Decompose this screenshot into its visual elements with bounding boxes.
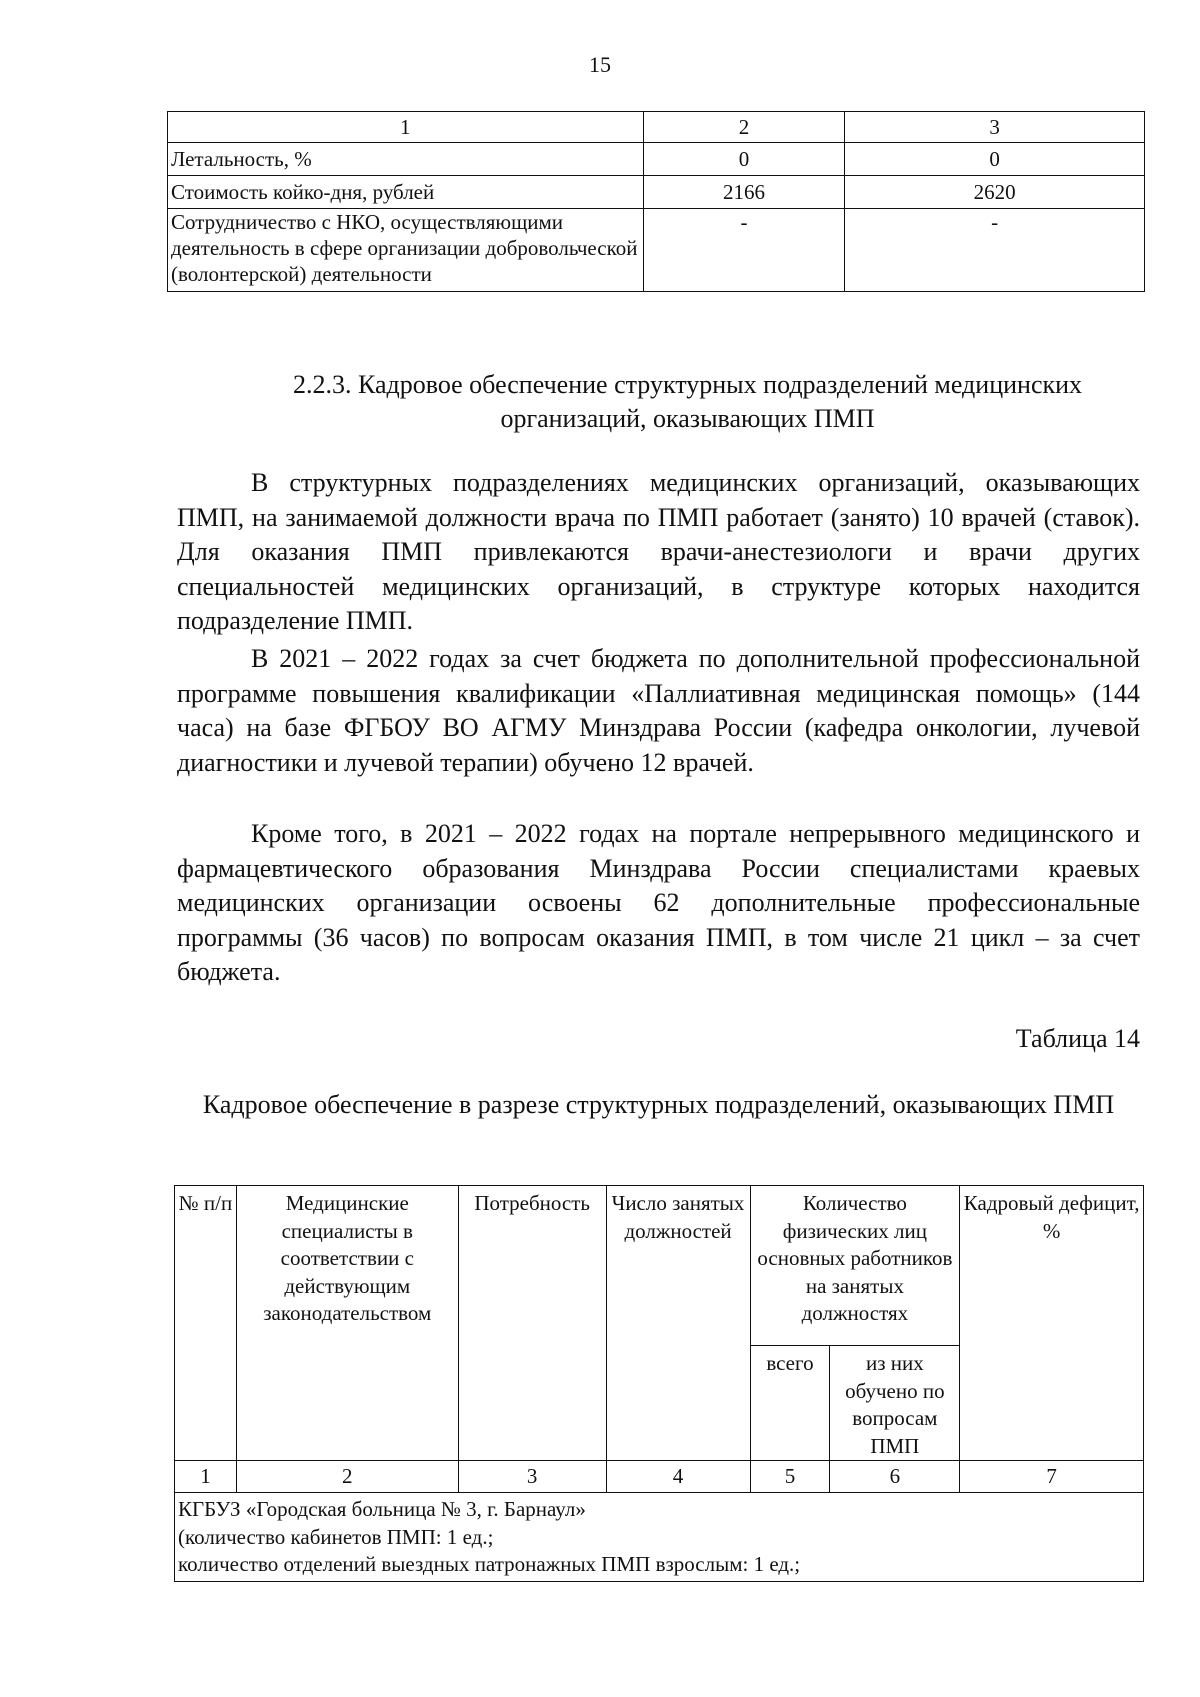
table-row [168,176,1145,209]
table-title: Кадровое обеспечение в разрезе структурных подразделений, оказывающих ПМП [202,1090,1115,1119]
header-cell: 1 [168,112,644,143]
row-label: Стоимость койко-дня, рублей [168,176,644,209]
column-number: 6 [830,1461,960,1493]
header-specialists: Медицинские специалисты в соответствии с действующим законодательством [236,1186,458,1461]
header-num: № п/п [175,1186,237,1461]
column-number: 2 [236,1461,458,1493]
paragraph: В структурных подразделениях медицинских организаций, оказывающих ПМП, на занимаемой должности врача по ПМП работает (занято) 10 врачей (ставок). Для оказания ПМП привлекаются врачи-анестезиологи и врачи других специальностей медицинских организаций, в структуре которых находится подразделение ПМП. [177,468,1140,635]
paragraph: В 2021 – 2022 годах за счет бюджета по дополнительной профессиональной программе повышения квалификации «Паллиативная медицинская помощь» (144 часа) на базе ФГБОУ ВО АГМУ Минздрава России (кафедра онкологии, лучевой диагностики и лучевой терапии) обучено 12 врачей. [177,644,1140,777]
table-header-row [175,1186,1144,1346]
org-detail: (количество кабинетов ПМП: 1 ед.; [178,1524,494,1549]
column-number: 7 [960,1461,1144,1493]
row-value: 2620 [845,176,1145,209]
row-value: 0 [845,143,1145,176]
row-label: Летальность, % [168,143,644,176]
header-deficit: Кадровый дефицит, % [960,1186,1144,1461]
table-row [168,209,1145,292]
column-number: 5 [750,1461,830,1493]
header-cell: 2 [643,112,845,143]
row-label: Сотрудничество с НКО, осуществляющими деятельность в сфере организации добровольческой (волонтерской) деятельности [168,209,644,292]
table-label: Таблица 14 [1015,1024,1140,1053]
column-number: 4 [606,1461,750,1493]
header-trained: из них обучено по вопросам ПМП [830,1346,960,1461]
row-value: 0 [643,143,845,176]
header-occupied: Число занятых должностей [606,1186,750,1461]
row-value: - [643,209,845,292]
table-row [168,143,1145,176]
table-header-row [168,112,1145,143]
header-cell: 3 [845,112,1145,143]
org-cell [175,1493,1144,1582]
column-number: 3 [458,1461,606,1493]
row-value: 2166 [643,176,845,209]
org-detail: количество отделений выездных патронажных ПМП взрослым: 1 ед.; [178,1552,801,1576]
org-name: КГБУЗ «Городская больница № 3, г. Барнаул» [178,1497,586,1521]
row-value: - [845,209,1145,292]
column-number-row [175,1461,1144,1493]
section-heading: 2.2.3. Кадровое обеспечение структурных подразделений медицинских организаций, оказывающих ПМП [292,370,1083,433]
header-total: всего [750,1346,830,1461]
header-need: Потребность [458,1186,606,1461]
column-number: 1 [175,1461,237,1493]
org-row [175,1493,1144,1582]
header-persons: Количество физических лиц основных работников на занятых должностях [750,1186,960,1346]
paragraph: Кроме того, в 2021 – 2022 годах на портале непрерывного медицинского и фармацевтического образования Минздрава России специалистами краевых медицинских организации освоены 62 дополнительные профессиональные программы (36 часов) по вопросам оказания ПМП, в том числе 21 цикл – за счет бюджета. [177,819,1140,986]
results-table [167,111,1145,292]
staffing-table [174,1185,1144,1582]
page-number: 15 [589,52,611,77]
